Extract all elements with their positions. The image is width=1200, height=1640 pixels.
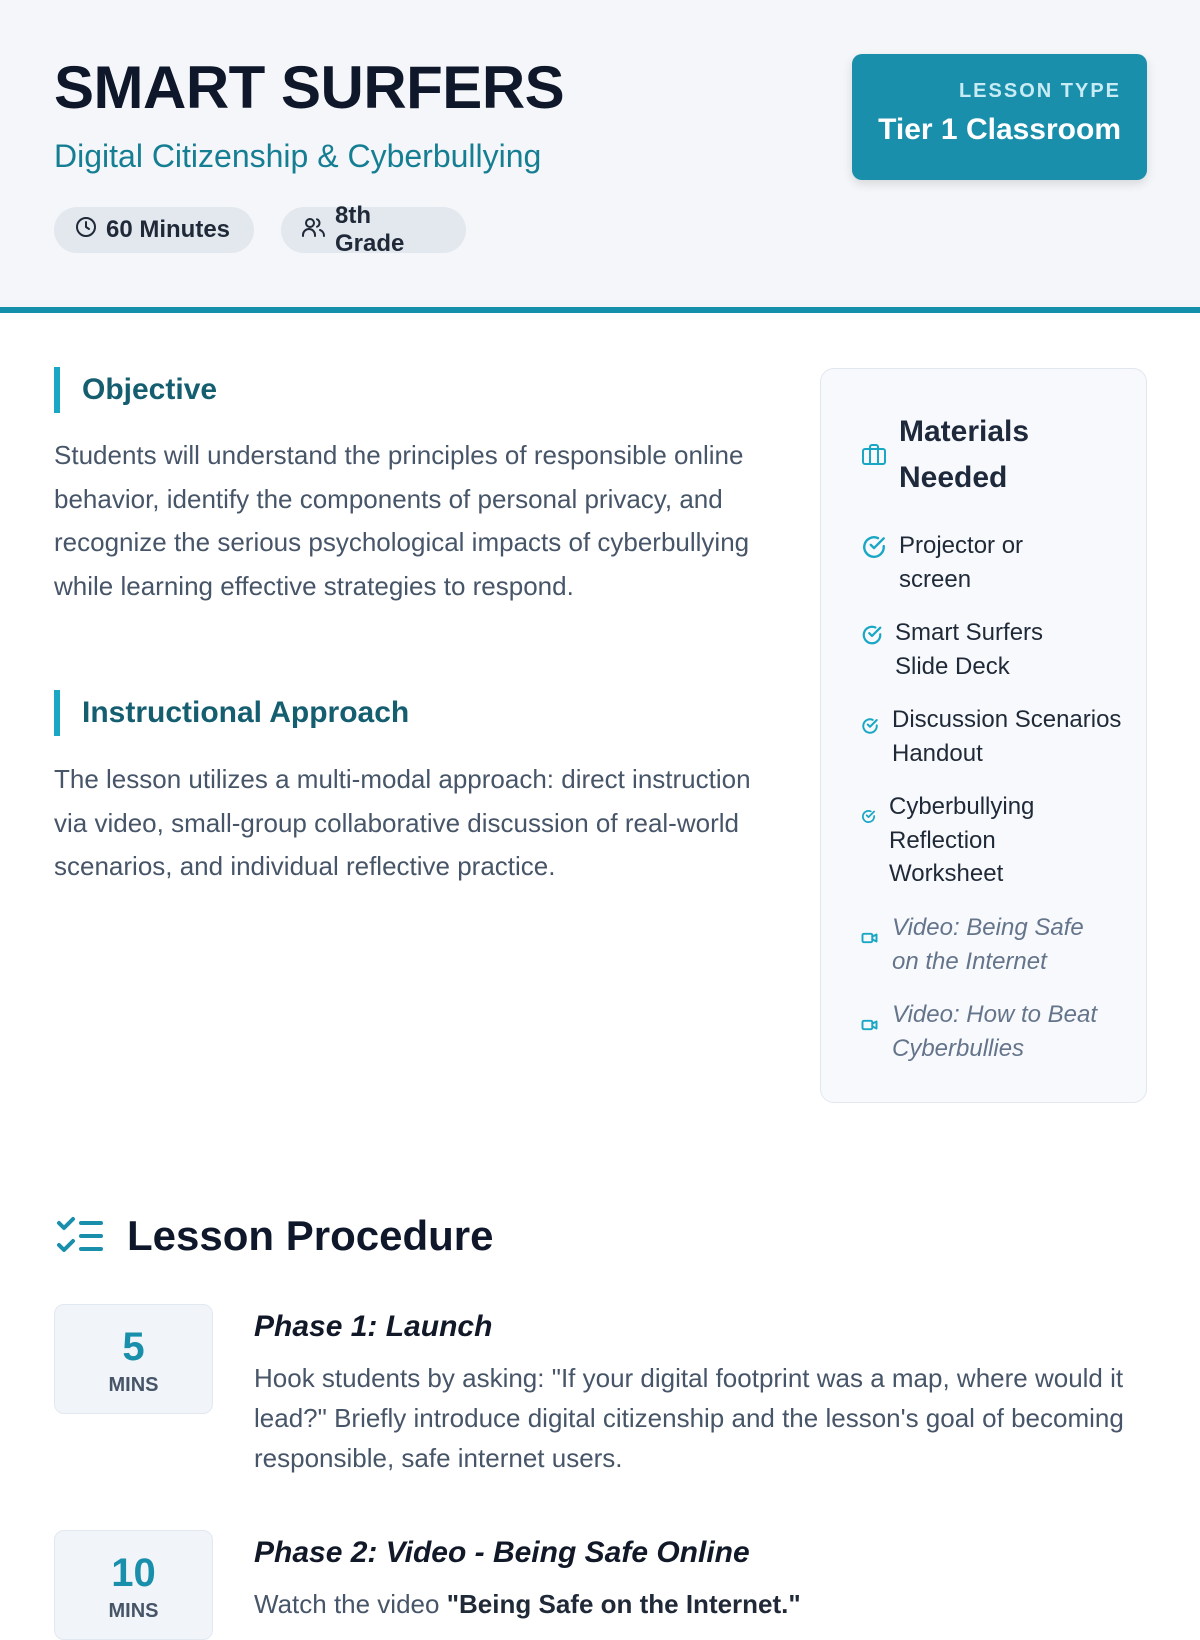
phase-minutes-unit: MINS (108, 1374, 159, 1396)
materials-card (820, 368, 1147, 1103)
phase-description (254, 1584, 1134, 1624)
material-label: Discussion Scenarios Handout (892, 706, 1122, 767)
objective-heading: Objective (54, 367, 217, 413)
video-icon (861, 911, 892, 955)
grade-badge (281, 202, 466, 257)
approach-text: The lesson utilizes a multi-modal approach: direct instruction via video, small-group collaborative discussion of real-world scenarios, and individual reflective practice. (54, 764, 751, 881)
duration-text: 60 Minutes (106, 216, 231, 243)
lesson-subtitle: Digital Citizenship & Cyberbullying (54, 138, 542, 174)
phase-minutes: 5 (122, 1325, 145, 1369)
material-label: Cyberbullying Reflection Worksheet (889, 793, 1035, 887)
clock-icon (74, 215, 106, 246)
lesson-type-value: Tier 1 Classroom (878, 113, 1121, 146)
users-icon (301, 215, 335, 246)
phase-minutes-unit: MINS (108, 1600, 159, 1622)
phase-minutes: 10 (111, 1551, 156, 1595)
check-circle-icon (861, 529, 899, 570)
material-label: Video: Being Safe on the Internet (892, 914, 1084, 975)
material-item (861, 998, 1131, 1065)
material-item (861, 703, 1131, 770)
video-icon (861, 998, 892, 1042)
material-item (861, 529, 1121, 596)
material-item (861, 911, 1131, 978)
phase-duration-box (54, 1530, 213, 1640)
phase-description: Hook students by asking: "If your digital footprint was a map, where would it lead?" Briefly introduce digital citizenship and the lesson's goal of becoming responsible, safe internet users. (254, 1363, 1124, 1473)
phase-title: Phase 2: Video - Being Safe Online (254, 1536, 750, 1569)
phase-title: Phase 1: Launch (254, 1310, 493, 1343)
phase-duration-box (54, 1304, 213, 1414)
objective-text: Students will understand the principles of responsible online behavior, identify the components of personal privacy, and recognize the serious psychological impacts of cyberbullying while learning effective strategies to respond. (54, 440, 750, 601)
approach-heading: Instructional Approach (54, 690, 409, 736)
materials-heading: Materials Needed (899, 415, 1030, 494)
material-item (861, 790, 1131, 891)
check-circle-icon (861, 790, 889, 834)
lesson-header (0, 0, 1200, 313)
briefcase-icon (861, 443, 887, 472)
list-checks-icon (56, 1216, 104, 1261)
material-label: Smart Surfers Slide Deck (895, 619, 1044, 680)
check-circle-icon (861, 703, 892, 745)
check-circle-icon (861, 616, 895, 656)
procedure-heading: Lesson Procedure (127, 1212, 494, 1259)
lesson-title: SMART SURFERS (54, 54, 565, 121)
lesson-type-label: LESSON TYPE (958, 80, 1121, 102)
material-label: Video: How to Beat Cyberbullies (892, 1001, 1098, 1062)
lesson-type-card (852, 54, 1147, 180)
phase-description-text: Watch the video (254, 1589, 447, 1619)
grade-text: 8th Grade (335, 202, 405, 257)
phase-description-video-title: "Being Safe on the Internet." (446, 1589, 801, 1619)
material-label: Projector or screen (899, 532, 1024, 593)
duration-badge (54, 207, 254, 253)
material-item (861, 616, 1121, 683)
